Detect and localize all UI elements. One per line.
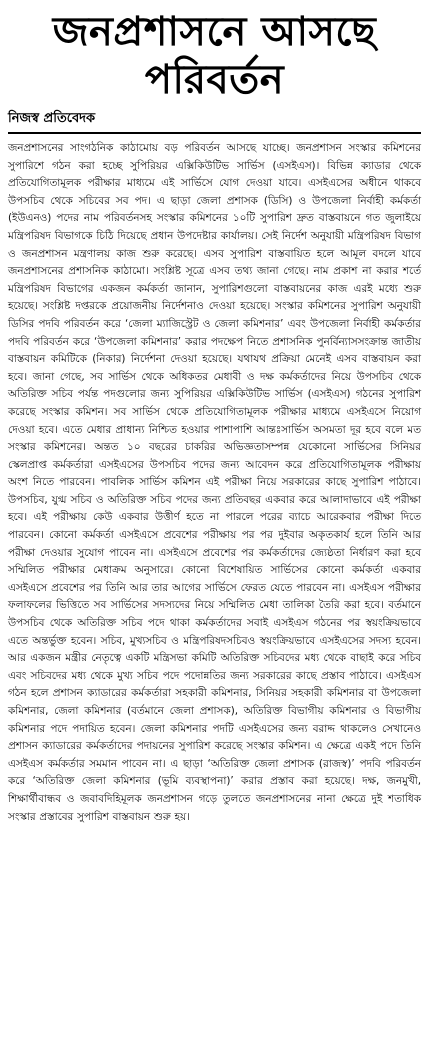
byline-divider xyxy=(8,132,421,134)
byline: নিজস্ব প্রতিবেদক xyxy=(8,111,96,126)
article-headline xyxy=(0,0,429,104)
article-body xyxy=(8,140,421,826)
article-paragraph: জনপ্রশাসনের সাংগঠনিক কাঠামোয় বড় পরিবর্তন আসছে যাচ্ছে। জনপ্রশাসন সংস্কার কমিশনের সুপারিশে গঠন করা হচ্ছে সুপিরিয়র এক্সিকিউটিভ সার্ভিস (এসইএস)। বিভিন্ন ক্যাডার থেকে প্রতিযোগিতামূলক পরীক্ষার মাধ্যমে এই সার্ভিসে যোগ দেওয়া যাবে। এসইএসের অধীনে থাকবে উপসচিব থেকে সচিবের সব পদ। এ ছাড়া জেলা প্রশাসক (ডিসি) ও উপজেলা নির্বাহী কর্মকর্তা (ইউএনও) পদের নাম পরিবর্তনসহ সংস্কার কমিশনের ১০টি সুপারিশ দ্রুত বাস্তবায়নে গত জুলাইয়ে মন্ত্রিপরিষদ বিভাগকে চিঠি দিয়েছে প্রধান উপদেষ্টার কার্যালয়। সেই নির্দেশ অনুযায়ী মন্ত্রিপরিষদ বিভাগ ও জনপ্রশাসন মন্ত্রণালয় কাজ শুরু করেছে। এসব সুপারিশ বাস্তবায়িত হলে আমূল বদলে যাবে জনপ্রশাসনের প্রশাসনিক কাঠামো। সংশ্লিষ্ট সূত্রে এসব তথ্য জানা গেছে। নাম প্রকাশ না করার শর্তে মন্ত্রিপরিষদ বিভাগের একজন কর্মকর্তা জানান, সুপারিশগুলো বাস্তবায়নের কাজ এরই মধ্যে শুরু হয়েছে। সংশ্লিষ্ট দপ্তরকে প্রয়োজনীয় নির্দেশনাও দেওয়া হয়েছে। সংস্কার কমিশনের সুপারিশ অনুযায়ী ডিসির পদবি পরিবর্তন করে ‘জেলা ম্যাজিস্ট্রেট ও জেলা কমিশনার’ এবং উপজেলা নির্বাহী কর্মকর্তার পদবি পরিবর্তন করে ‘উপজেলা কমিশনার’ করার পদক্ষেপ নিতে প্রশাসনিক পুনর্বিন্যাসসংক্রান্ত জাতীয় বাস্তবায়ন কমিটিকে (নিকার) নির্দেশনা দেওয়া হয়েছে। যথাযথ প্রক্রিয়া মেনেই এসব বাস্তবায়ন করা হবে। জানা গেছে, সব সার্ভিস থেকে অধিকতর মেধাবী ও দক্ষ কর্মকর্তাদের নিয়ে উপসচিব থেকে অতিরিক্ত সচিব পর্যন্ত পদগুলোর জন্য সুপিরিয়র এক্সিকিউটিভ সার্ভিস (এসইএস) গঠনের সুপারিশ করেছে সংস্কার কমিশন। সব সার্ভিস থেকে প্রতিযোগিতামূলক পরীক্ষার মাধ্যমে এসইএসে নিয়োগ দেওয়া হবে। এতে মেধার প্রাধান্য নিশ্চিত হওয়ার পাশাপাশি আন্তঃসার্ভিস অসমতা দূর হবে বলে মত সংস্কার কমিশনের। অন্তত ১০ বছরের চাকরির অভিজ্ঞতাসম্পন্ন যেকোনো সার্ভিসের সিনিয়র স্কেলপ্রাপ্ত কর্মকর্তারা এসইএসের উপসচিব পদের জন্য আবেদন করে প্রতিযোগিতামূলক পরীক্ষায় অংশ নিতে পারবেন। পাবলিক সার্ভিস কমিশন এই পরীক্ষা নিয়ে সরকারের কাছে সুপারিশ পাঠাবে। উপসচিব, যুগ্ম সচিব ও অতিরিক্ত সচিব পদের জন্য প্রতিবছর একবার করে আলাদাভাবে এই পরীক্ষা হবে। এই পরীক্ষায় কেউ একবার উত্তীর্ণ হতে না পারলে পরের ব্যাচে আরেকবার পরীক্ষা দিতে পারবেন। কোনো কর্মকর্তা এসইএসে প্রবেশের পরীক্ষায় পর পর দুইবার অকৃতকার্য হলে তিনি আর পরীক্ষা দেওয়ার সুযোগ পাবেন না। এসইএসে প্রবেশের পর কর্মকর্তাদের জ্যেষ্ঠতা নির্ধারণ করা হবে সম্মিলিত পরীক্ষার মেধাক্রম অনুসারে। কোনো বিশেষায়িত সার্ভিসের কোনো কর্মকর্তা একবার এসইএসে প্রবেশের পর তিনি আর তার আগের সার্ভিসে ফেরত যেতে পারবেন না। এসইএস পরীক্ষার ফলাফলের ভিত্তিতে সব সার্ভিসের সদস্যদের নিয়ে সম্মিলিত মেধা তালিকা তৈরি করা হবে। বর্তমানে উপসচিব থেকে অতিরিক্ত সচিব পদে থাকা কর্মকর্তাদের সবাই এসইএস গঠনের পর স্বয়ংক্রিয়ভাবে এতে অন্তর্ভুক্ত হবেন। সচিব, মুখ্যসচিব ও মন্ত্রিপরিষদসচিবও স্বয়ংক্রিয়ভাবে এসইএসের সদস্য হবেন। আর একজন মন্ত্রীর নেতৃত্বে একটি মন্ত্রিসভা কমিটি অতিরিক্ত সচিবদের মধ্য থেকে বাছাই করে সচিব এবং সচিবদের মধ্য থেকে মুখ্য সচিব পদে পদোন্নতির জন্য সরকারের কাছে প্রস্তাব পাঠাবে। এসইএস গঠন হলে প্রশাসন ক্যাডারের কর্মকর্তারা সহকারী কমিশনার, সিনিয়র সহকারী কমিশনার বা উপজেলা কমিশনার, জেলা কমিশনার (বর্তমানে জেলা প্রশাসক), অতিরিক্ত বিভাগীয় কমিশনার ও বিভাগীয় কমিশনার পদে পদায়িত হবেন। জেলা কমিশনার পদটি এসইএসের জন্য বরাদ্দ থাকলেও সেখানেও প্রশাসন ক্যাডারের কর্মকর্তাদের পদায়নের সুপারিশ করেছে সংস্কার কমিশন। এ ক্ষেত্রে একই পদে তিনি এসইএস কর্মকর্তার সমমান পাবেন না। এ ছাড়া ‘অতিরিক্ত জেলা প্রশাসক (রাজস্ব)’ পদবি পরিবর্তন করে ‘অতিরিক্ত জেলা কমিশনার (ভূমি ব্যবস্থাপনা)’ করার প্রস্তাব করা হয়েছে। দক্ষ, জনমুখী, শিক্ষার্থীবান্ধব ও জবাবদিহিমূলক জনপ্রশাসন গড়ে তুলতে জনপ্রশাসনের নানা ক্ষেত্রে দুই শতাধিক সংস্কার প্রস্তাবের সুপারিশ বাস্তবায়ন শুরু হয়। xyxy=(8,142,421,823)
headline-line-2: পরিবর্তন xyxy=(144,57,285,103)
headline-line-1: জনপ্রশাসনে আসছে xyxy=(52,9,377,55)
